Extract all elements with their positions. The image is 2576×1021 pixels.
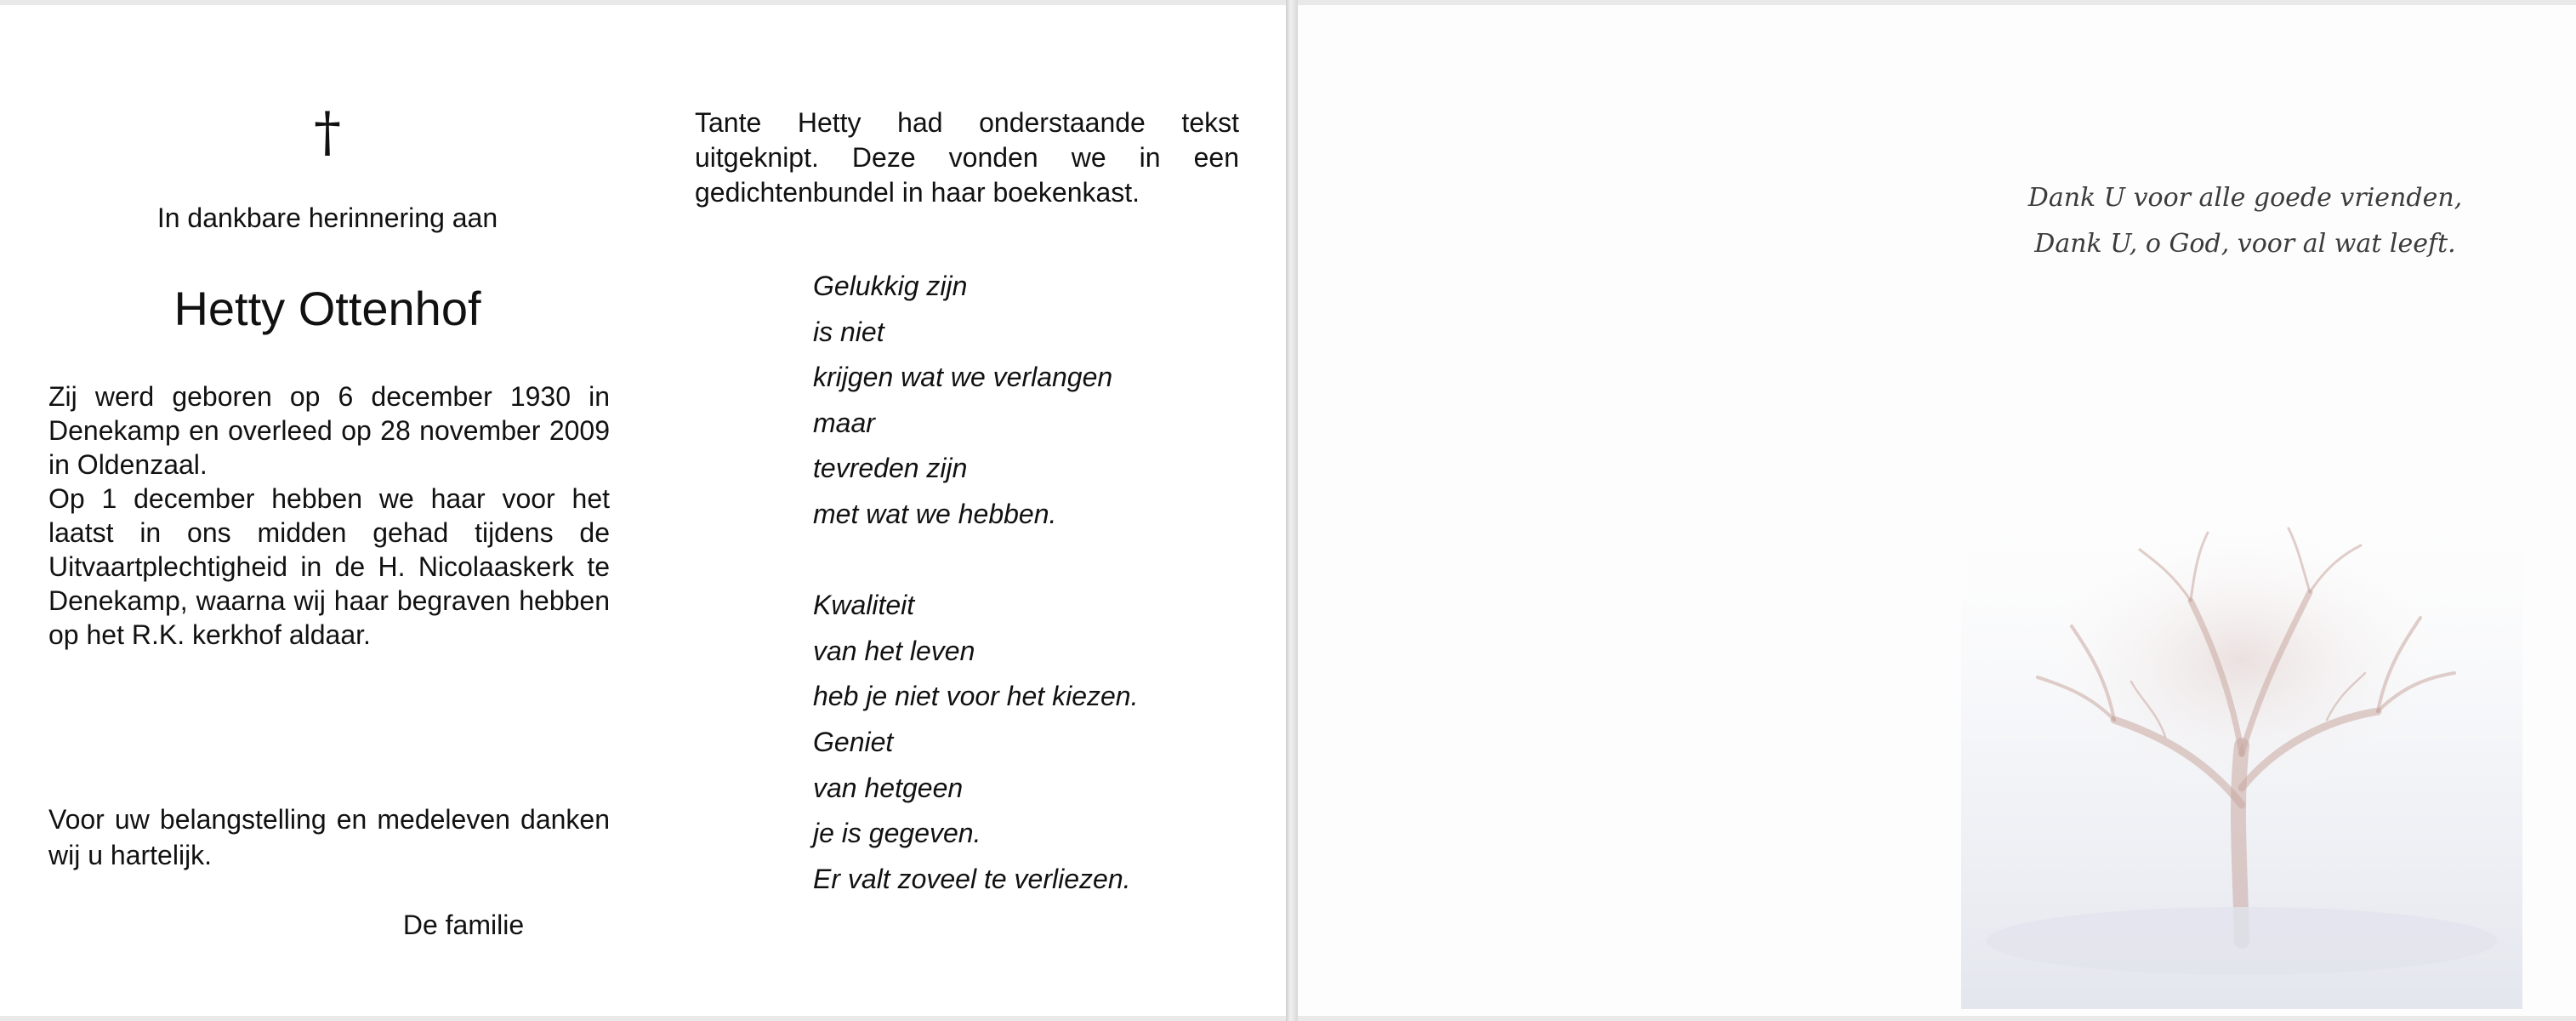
family-signature: De familie xyxy=(402,910,525,940)
poem xyxy=(813,264,1255,902)
poem-line: is niet xyxy=(813,316,884,347)
poem-line: met wat we hebben. xyxy=(813,498,1057,529)
biography xyxy=(48,379,610,652)
quote-line: Dank U voor alle goede vrienden, xyxy=(2027,183,2463,213)
bio-paragraph-birth-death: Zij werd geboren op 6 december 1930 in Denekamp en overleed op 28 november 2009 in Oldenzaal. xyxy=(48,381,610,480)
stanza-break xyxy=(813,538,1255,584)
poem-line: Er valt zoveel te verliezen. xyxy=(813,863,1131,894)
poem-line: tevreden zijn xyxy=(813,453,968,484)
poem-line: Geniet xyxy=(813,726,894,757)
cross-icon: † xyxy=(314,101,341,164)
poem-line: heb je niet voor het kiezen. xyxy=(813,681,1139,712)
poem-line: krijgen wat we verlangen xyxy=(813,362,1113,393)
thanks-message: Voor uw belangstelling en medeleven danken wij u hartelijk. xyxy=(48,804,610,870)
poem-line: van hetgeen xyxy=(813,772,964,803)
poem-line: Kwaliteit xyxy=(813,590,915,621)
deceased-name: Hetty Ottenhof xyxy=(173,282,481,335)
card-fold xyxy=(1286,0,1298,1021)
poem-introduction: Tante Hetty had onderstaande tekst uitgeknipt. Deze vonden we in een gedichtenbundel in haar boekenkast. xyxy=(695,107,1239,208)
bio-paragraph-funeral: Op 1 december hebben we haar voor het laatst in ons midden gehad tijdens de Uitvaartplechtigheid in de H. Nicolaaskerk te Denekamp, waarna wij haar begraven hebben op het R.K. kerkhof aldaar. xyxy=(48,483,610,650)
poem-line: maar xyxy=(813,407,875,438)
right-card-page xyxy=(1298,5,2576,1016)
faded-tree-icon xyxy=(1961,465,2522,1009)
poem-line: je is gegeven. xyxy=(813,818,981,849)
poem-line: Gelukkig zijn xyxy=(813,271,968,301)
quote-line: Dank U, o God, voor al wat leeft. xyxy=(2034,229,2456,259)
dedication-line: In dankbare herinnering aan xyxy=(156,202,498,233)
left-card-page xyxy=(0,5,1286,1016)
ground-haze xyxy=(1987,907,2497,975)
thanksgiving-quote xyxy=(1931,175,2560,267)
poem-line: van het leven xyxy=(813,635,975,666)
